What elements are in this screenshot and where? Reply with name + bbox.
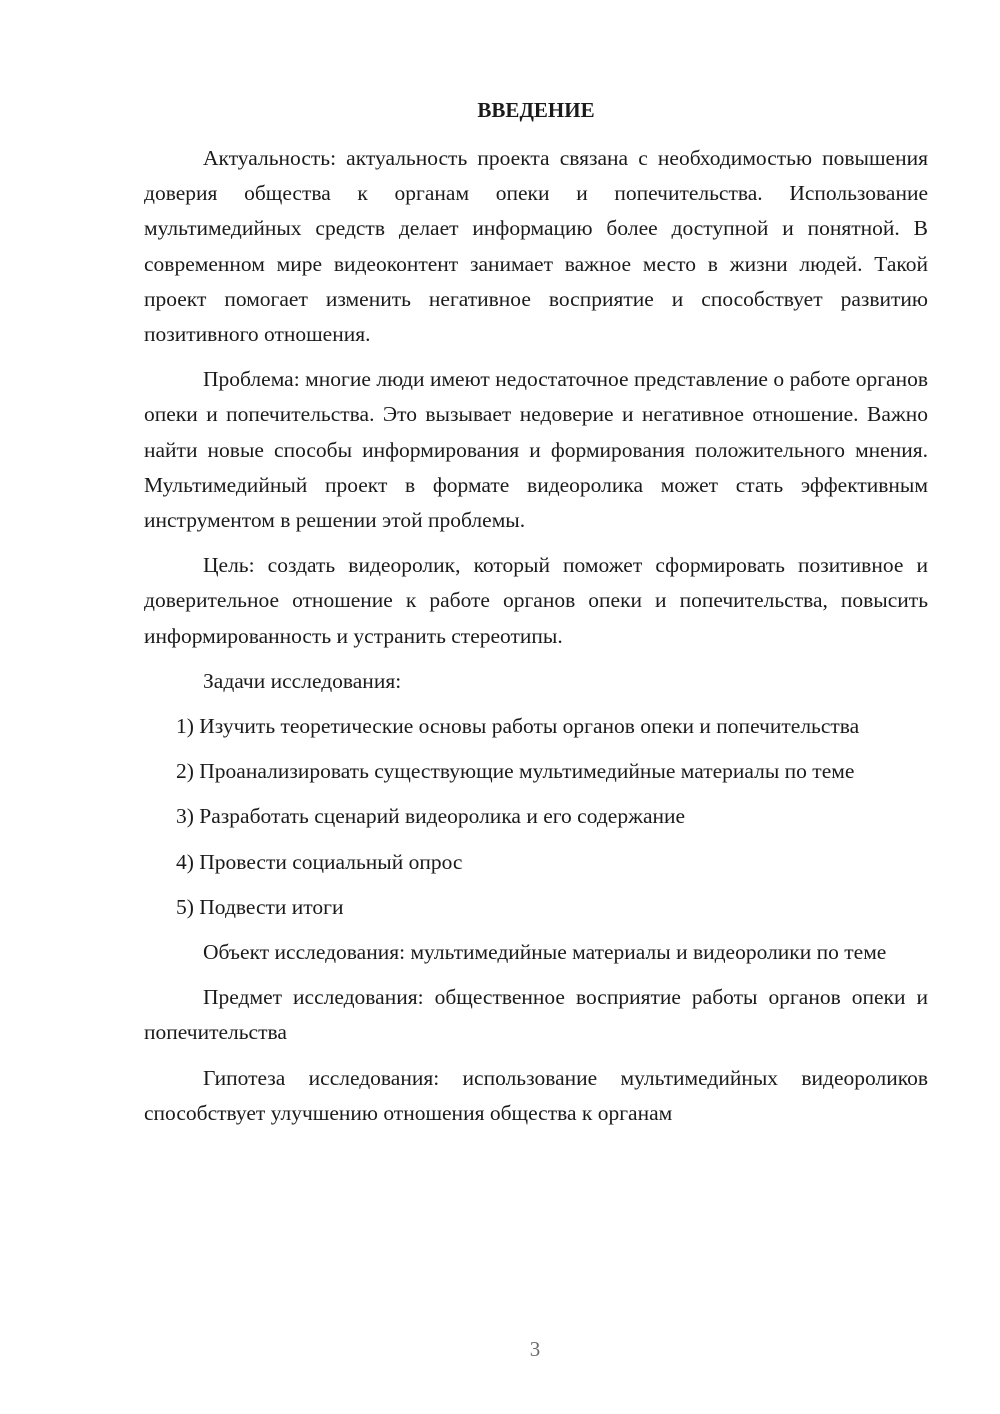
paragraph-hypothesis: Гипотеза исследования: использование мультимедийных видеороликов способствует улучшению отношения общества к органам (144, 1065, 928, 1125)
list-item-task-2: 2) Проанализировать существующие мультимедийные материалы по теме (176, 759, 855, 784)
list-item-task-3: 3) Разработать сценарий видеоролика и его содержание (176, 804, 686, 829)
list-item-task-1: 1) Изучить теоретические основы работы органов опеки и попечительства (176, 714, 860, 739)
paragraph-relevance: Актуальность: актуальность проекта связана с необходимостью повышения доверия общества к органам опеки и попечительства. Использование мультимедийных средств делает информацию более доступной и понятной. В современном мире видеоконтент занимает важное место в жизни людей. Такой проект помогает изменить негативное восприятие и способствует развитию позитивного отношения. (144, 146, 928, 347)
tasks-heading: Задачи исследования: (203, 668, 402, 693)
list-item-task-4: 4) Провести социальный опрос (176, 849, 463, 874)
page-title: ВВЕДЕНИЕ (477, 98, 595, 122)
list-item-task-5: 5) Подвести итоги (176, 894, 344, 919)
paragraph-subject: Предмет исследования: общественное восприятие работы органов опеки и попечительства (144, 985, 928, 1045)
paragraph-goal: Цель: создать видеоролик, который поможет сформировать позитивное и доверительное отношение к работе органов опеки и попечительства, повысить информированность и устранить стереотипы. (144, 553, 928, 648)
paragraph-problem: Проблема: многие люди имеют недостаточное представление о работе органов опеки и попечительства. Это вызывает недоверие и негативное отношение. Важно найти новые способы информирования и формирования положительного мнения. Мультимедийный проект в формате видеоролика может стать эффективным инструментом в решении этой проблемы. (144, 367, 928, 533)
paragraph-object: Объект исследования: мультимедийные материалы и видеоролики по теме (203, 940, 887, 965)
page-number: 3 (529, 1337, 541, 1361)
page-content (144, 93, 928, 1141)
